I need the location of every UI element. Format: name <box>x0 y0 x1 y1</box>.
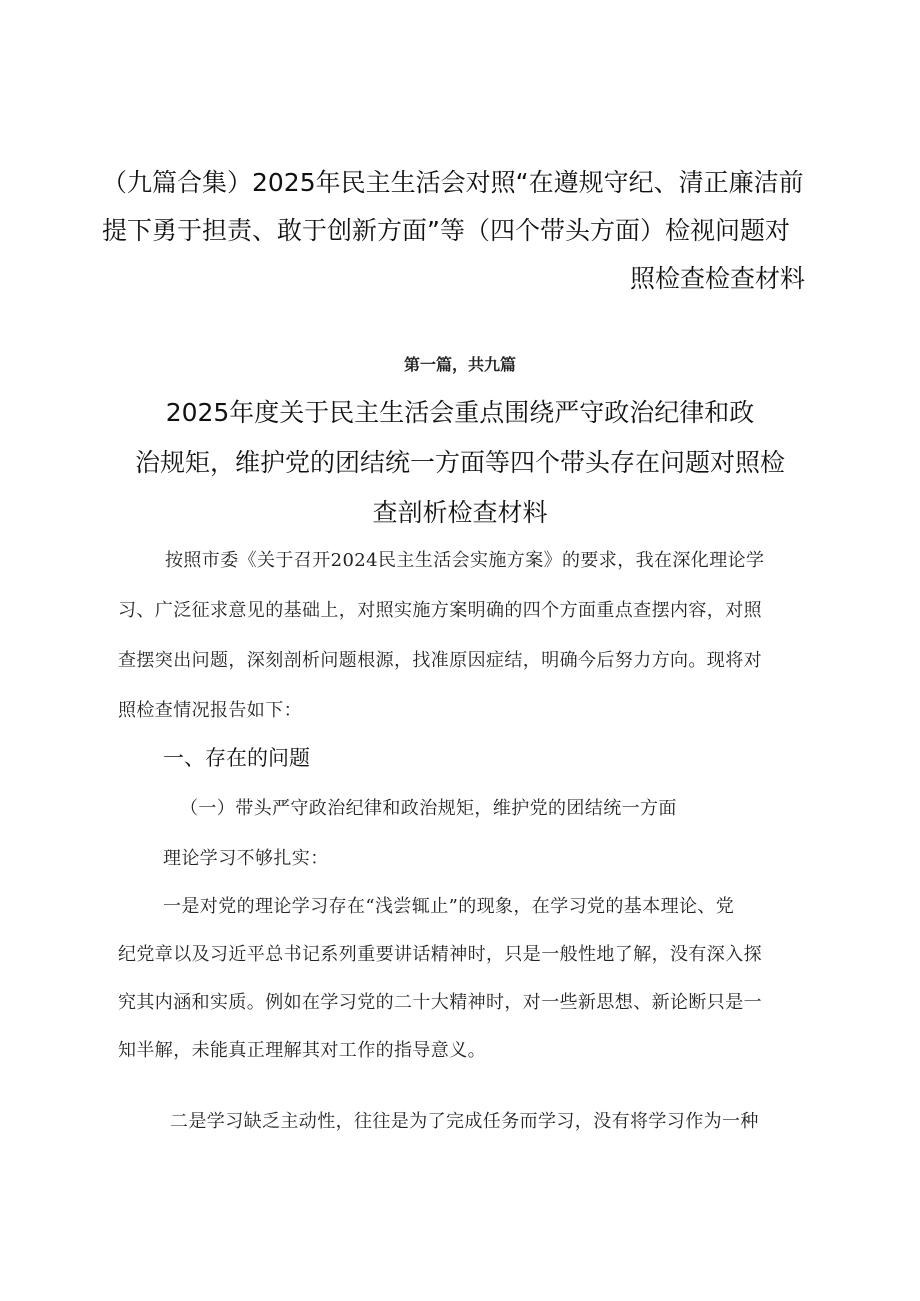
section-heading: 一、存在的问题 <box>163 746 310 770</box>
intro-line-2: 习、广泛征求意见的基础上，对照实施方案明确的四个方面重点查摆内容，对照 <box>118 600 762 621</box>
section-title-line-1: 2025年度关于民主生活会重点围绕严守政治纪律和政 <box>165 398 755 427</box>
part-label: 第一篇，共九篇 <box>403 355 516 374</box>
intro-line-4: 照检查情况报告如下： <box>118 700 302 721</box>
document-title-line-2: 提下勇于担责、敢于创新方面”等（四个带头方面）检视问题对 <box>102 216 790 245</box>
document-title-line-1: （九篇合集）2025年民主生活会对照“在遵规守纪、清正廉洁前 <box>102 168 804 197</box>
point-two-line-1: 二是学习缺乏主动性，往往是为了完成任务而学习，没有将学习作为一种 <box>170 1111 759 1132</box>
subsection-heading: （一）带头严守政治纪律和政治规矩，维护党的团结统一方面 <box>180 798 677 819</box>
intro-line-3: 查摆突出问题，深刻剖析问题根源，找准原因症结，明确今后努力方向。现将对 <box>118 650 762 671</box>
section-title-line-2: 治规矩，维护党的团结统一方面等四个带头存在问题对照检 <box>134 448 785 477</box>
point-one-line-3: 究其内涵和实质。例如在学习党的二十大精神时，对一些新思想、新论断只是一 <box>118 992 762 1013</box>
point-one-line-2: 纪党章以及习近平总书记系列重要讲话精神时，只是一般性地了解，没有深入探 <box>118 944 762 965</box>
document-title-line-3: 照检查检查材料 <box>630 264 806 293</box>
point-one-line-1: 一是对党的理论学习存在“浅尝辄止”的现象，在学习党的基本理论、党 <box>163 896 735 917</box>
point-label: 理论学习不够扎实： <box>163 848 329 869</box>
section-title-line-3: 查剖析检查材料 <box>372 498 548 527</box>
intro-line-1: 按照市委《关于召开2024民主生活会实施方案》的要求，我在深化理论学 <box>165 550 765 571</box>
point-one-line-4: 知半解，未能真正理解其对工作的指导意义。 <box>118 1040 486 1061</box>
